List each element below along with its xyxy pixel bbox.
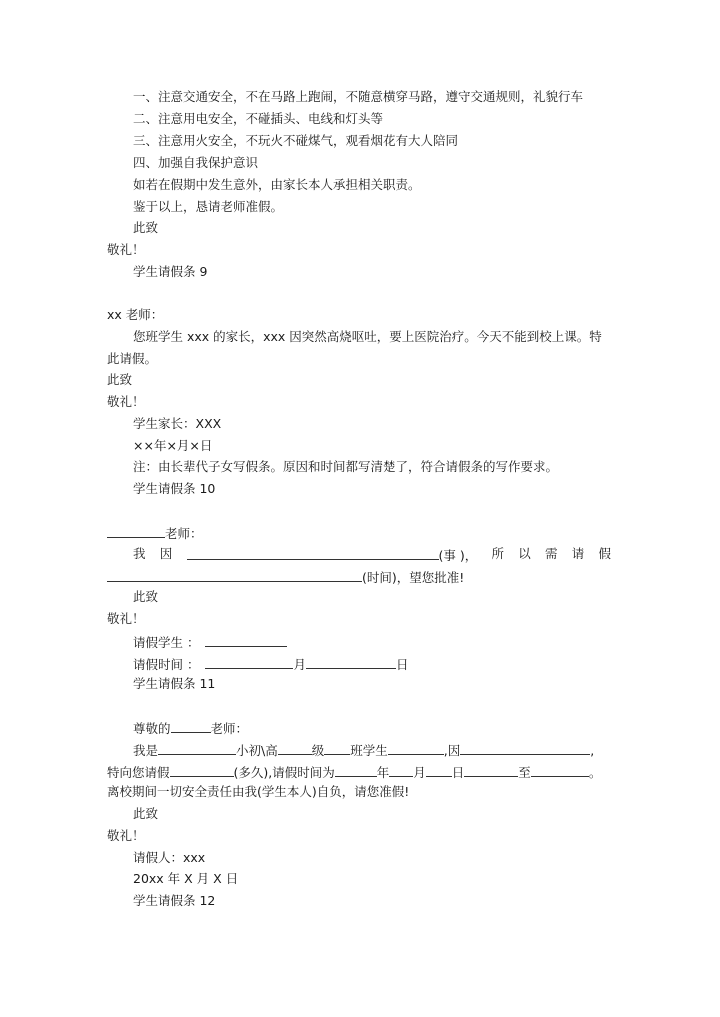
letter-date: ××年×月×日	[133, 438, 213, 453]
month-blank	[389, 763, 413, 777]
closing-jingli: 敬礼！	[107, 611, 145, 626]
safety-item-self-protection: 四、加强自我保护意识	[133, 155, 259, 170]
salutation-line	[133, 719, 248, 737]
name-blank	[158, 741, 236, 755]
closing-cizhi: 此致	[133, 589, 159, 604]
reason-shi-label: (事 )，	[438, 548, 478, 563]
year-label: 年	[376, 765, 390, 780]
section-heading-11: 学生请假条 11	[133, 676, 216, 691]
time-blank	[107, 568, 362, 582]
teacher-name-blank	[107, 524, 165, 538]
salutation-blank	[107, 524, 203, 542]
duration-blank	[170, 763, 234, 777]
identity-line	[133, 741, 594, 759]
leave-period-label: 请假时间 ：	[133, 657, 200, 672]
letter-date: 20xx 年 X 月 X 日	[133, 871, 239, 886]
to-label: 至	[518, 765, 531, 780]
salutation-suffix: 老师：	[210, 721, 249, 736]
day-blank	[306, 655, 396, 669]
day-blank	[426, 763, 452, 777]
closing-jingli: 敬礼！	[107, 242, 145, 257]
day-label: 日	[396, 657, 409, 672]
time-label: (时间)，望您批准!	[362, 570, 465, 585]
reason-word-jia: 假	[598, 546, 611, 561]
duration-label: (多久),请假时间为	[233, 765, 335, 780]
leave-body-line-1: 您班学生 xxx 的家长，xxx 因突然高烧呕吐，要上医院治疗。今天不能到校上课。特	[133, 329, 602, 344]
leave-duration-line	[107, 763, 601, 781]
liability-statement: 如若在假期中发生意外，由家长本人承担相关职责。	[133, 177, 421, 192]
year-blank	[335, 763, 377, 777]
salutation-teacher: xx 老师：	[107, 307, 164, 322]
safety-item-fire: 三、注意用火安全，不玩火不碰煤气，观看烟花有大人陪同	[133, 133, 459, 148]
safety-responsibility: 离校期间一切安全责任由我(学生本人)自负，请您准假!	[107, 784, 410, 799]
reason-word-suo: 所	[491, 546, 504, 561]
reason-blank	[460, 741, 590, 755]
reason-word-wo: 我	[133, 546, 146, 561]
safety-item-traffic: 一、注意交通安全，不在马路上跑闹，不随意横穿马路，遵守交通规则，礼貌行车	[133, 89, 584, 104]
student-name-blank	[388, 741, 444, 755]
salutation-label: 老师：	[165, 526, 203, 541]
request-sentence: 鉴于以上，恳请老师准假。	[133, 199, 284, 214]
month-blank	[205, 655, 293, 669]
reason-word-qing: 请	[571, 546, 585, 561]
month-label: 月	[413, 765, 426, 780]
salutation-prefix: 尊敬的	[133, 721, 171, 736]
class-blank	[324, 741, 350, 755]
end-date-blank	[464, 763, 518, 777]
grade-label: 级	[311, 743, 325, 758]
closing-jingli: 敬礼！	[107, 828, 145, 843]
day-label: 日	[451, 765, 465, 780]
section-heading-9: 学生请假条 9	[133, 264, 208, 279]
class-student-label: 班学生	[350, 743, 388, 758]
reason-word-xu: 需	[544, 546, 558, 561]
time-line	[107, 568, 464, 586]
student-name-line	[133, 633, 287, 651]
grade-blank	[278, 741, 312, 755]
closing-cizhi: 此致	[107, 372, 133, 387]
teacher-name-blank	[171, 719, 211, 733]
reason-word-yin: 因	[159, 546, 173, 561]
requester-signature: 请假人：xxx	[133, 850, 206, 865]
section-heading-12: 学生请假条 12	[133, 893, 216, 908]
school-level-label: 小初\高	[236, 743, 278, 758]
closing-cizhi: 此致	[133, 220, 159, 235]
month-label: 月	[293, 657, 306, 672]
student-name-blank	[205, 633, 287, 647]
safety-item-electric: 二、注意用电安全，不碰插头、电线和灯头等	[133, 111, 384, 126]
period-mark: 。	[588, 765, 602, 780]
section-heading-10: 学生请假条 10	[133, 481, 216, 496]
request-label: 特向您请假	[107, 765, 170, 780]
end-date-blank-2	[531, 763, 589, 777]
identity-wo-shi: 我是	[133, 743, 159, 758]
comma: ,	[590, 743, 595, 758]
leave-period-line	[133, 655, 409, 673]
writing-note: 注：由长辈代子女写假条。原因和时间都写清楚了，符合请假条的写作要求。	[133, 459, 559, 474]
reason-blank-wrap	[187, 546, 478, 564]
because-label: ,因	[443, 743, 461, 758]
student-name-label: 请假学生 ：	[133, 635, 200, 650]
reason-word-yi: 以	[518, 546, 531, 561]
leave-body-line-2: 此请假。	[107, 351, 158, 366]
reason-line	[133, 546, 611, 564]
closing-cizhi: 此致	[133, 806, 159, 821]
closing-jingli: 敬礼！	[107, 394, 145, 409]
parent-signature: 学生家长：XXX	[133, 416, 222, 431]
reason-blank	[187, 546, 439, 560]
